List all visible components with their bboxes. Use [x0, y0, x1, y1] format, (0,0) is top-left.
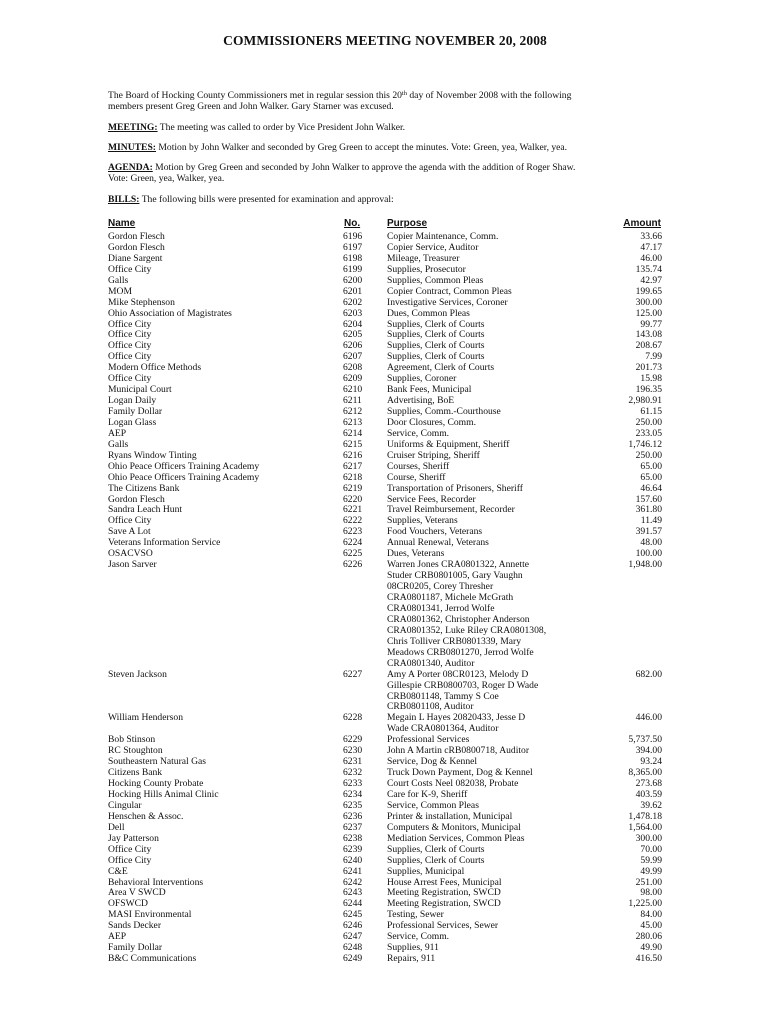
bill-purpose — [387, 867, 577, 878]
bill-number: 6225 — [343, 548, 363, 560]
bill-amount: 8,365.00 — [628, 767, 662, 779]
bill-number: 6241 — [343, 865, 363, 877]
bill-name: Office City — [108, 843, 152, 855]
bill-name: Southeastern Natural Gas — [108, 756, 207, 768]
bill-name: Family Dollar — [108, 406, 163, 417]
minutes-label: MINUTES: — [108, 142, 156, 153]
bill-purpose-line: Meeting Registration, SWCD — [387, 898, 501, 910]
bill-purpose-line: Service Fees, Recorder — [387, 493, 476, 505]
bill-name: Office City — [108, 515, 152, 527]
minutes-paragraph — [108, 142, 668, 153]
bill-purpose-line: Warren Jones CRA0801322, Annette — [387, 559, 530, 571]
bill-amount: 135.74 — [635, 263, 662, 275]
bill-purpose-line: Amy A Porter 08CR0123, Melody D — [387, 668, 529, 680]
bill-row — [108, 954, 668, 965]
bill-number: 6228 — [343, 712, 363, 724]
bill-number: 6208 — [343, 362, 363, 374]
bill-name: Logan Glass — [108, 416, 157, 428]
bill-purpose — [387, 287, 577, 298]
bill-name: Logan Daily — [108, 395, 157, 407]
bill-purpose-line: CRA0801341, Jerrod Wolfe — [387, 602, 495, 614]
page-title: COMMISSIONERS MEETING NOVEMBER 20, 2008 — [223, 33, 547, 48]
bill-row — [108, 670, 668, 714]
bill-purpose-line: Meeting Registration, SWCD — [387, 887, 501, 899]
bill-purpose — [387, 954, 577, 965]
bill-number: 6216 — [343, 449, 363, 461]
bill-amount: 233.05 — [635, 427, 662, 439]
bill-name: Save A Lot — [108, 526, 151, 538]
bill-number: 6243 — [343, 887, 363, 899]
bill-number: 6245 — [343, 909, 363, 921]
bill-amount: 99.77 — [640, 318, 662, 330]
bill-purpose-line: CRA0801340, Auditor — [387, 657, 475, 669]
bill-amount: 391.57 — [635, 526, 662, 538]
bill-purpose-line: Copier Maintenance, Comm. — [387, 231, 499, 242]
bill-name: Hocking Hills Animal Clinic — [108, 789, 219, 800]
bill-purpose — [387, 560, 577, 669]
bill-purpose — [387, 713, 577, 735]
bill-row — [108, 309, 668, 320]
bill-amount: 273.68 — [635, 778, 662, 790]
bill-row — [108, 287, 668, 298]
bill-purpose-line: Supplies, Clerk of Courts — [387, 854, 485, 866]
bill-name: AEP — [108, 427, 127, 439]
bill-number: 6210 — [343, 384, 363, 396]
bill-purpose — [387, 856, 577, 867]
bill-row — [108, 845, 668, 856]
bill-purpose-line: Supplies, Prosecutor — [387, 263, 466, 275]
bill-amount: 201.73 — [635, 362, 662, 374]
bill-purpose-line: Service, Common Pleas — [387, 799, 479, 811]
bill-purpose-line: Professional Services, Sewer — [387, 920, 499, 932]
bill-amount: 45.00 — [640, 920, 662, 932]
bill-name: Veterans Information Service — [108, 537, 221, 549]
bill-purpose-line: Truck Down Payment, Dog & Kennel — [387, 767, 533, 779]
bill-number: 6206 — [343, 340, 363, 352]
bill-amount: 157.60 — [635, 493, 662, 505]
bill-purpose-line: Supplies, Veterans — [387, 515, 458, 527]
bill-purpose — [387, 473, 577, 484]
bill-amount: 98.00 — [640, 887, 662, 899]
bill-amount: 199.65 — [635, 285, 662, 297]
bill-number: 6198 — [343, 252, 363, 264]
bill-name: B&C Communications — [108, 953, 197, 965]
bill-name: Steven Jackson — [108, 668, 167, 680]
bill-name: Cingular — [108, 799, 142, 811]
bill-number: 6221 — [343, 504, 363, 516]
bill-name: Municipal Court — [108, 384, 172, 396]
bill-purpose-line: CRB0801148, Tammy S Coe — [387, 690, 499, 702]
agenda-paragraph — [108, 162, 668, 184]
bill-name: Henschen & Assoc. — [108, 810, 184, 822]
bill-number: 6242 — [343, 876, 363, 888]
bills-paragraph — [108, 194, 668, 205]
bill-amount: 196.35 — [635, 384, 662, 396]
bill-purpose-line: Professional Services — [387, 734, 470, 746]
bill-row — [108, 867, 668, 878]
bill-number: 6235 — [343, 799, 363, 811]
bill-number: 6244 — [343, 898, 363, 910]
bill-number: 6197 — [343, 241, 363, 253]
bill-purpose-line: Computers & Monitors, Municipal — [387, 821, 521, 833]
bill-amount: 251.00 — [635, 876, 662, 888]
bill-amount: 1,564.00 — [628, 821, 662, 833]
bill-amount: 7.99 — [645, 351, 662, 363]
bill-purpose-line: Supplies, Clerk of Courts — [387, 340, 485, 352]
bill-number: 6212 — [343, 406, 363, 417]
bill-amount: 300.00 — [635, 296, 662, 308]
bill-purpose-line: Chris Tolliver CRB0801339, Mary — [387, 635, 521, 647]
bill-purpose-line: CRA0801352, Luke Riley CRA0801308, — [387, 624, 547, 636]
bill-purpose-line: Wade CRA0801364, Auditor — [387, 723, 499, 735]
bill-number: 6249 — [343, 953, 363, 965]
bill-amount: 49.99 — [640, 865, 662, 877]
bill-name: Jay Patterson — [108, 832, 159, 844]
bill-purpose-line: Course, Sheriff — [387, 471, 446, 483]
bill-name: Galls — [108, 274, 129, 286]
bill-name: William Henderson — [108, 712, 184, 724]
bill-number: 6217 — [343, 460, 363, 472]
bill-purpose-line: Dues, Veterans — [387, 548, 445, 560]
intro-paragraph — [108, 90, 668, 112]
bill-number: 6248 — [343, 942, 363, 954]
bill-name: OFSWCD — [108, 898, 148, 910]
bill-row — [108, 473, 668, 484]
bill-number: 6236 — [343, 810, 363, 822]
bill-number: 6204 — [343, 318, 363, 330]
bill-purpose-line: Megain L Hayes 20820433, Jesse D — [387, 712, 526, 724]
column-header-amount: Amount — [623, 218, 661, 229]
bill-amount: 280.06 — [635, 931, 662, 943]
bill-number: 6196 — [343, 231, 363, 242]
bill-row — [108, 462, 668, 473]
bill-amount: 15.98 — [640, 373, 662, 385]
bill-purpose-line: Supplies, Municipal — [387, 865, 465, 877]
intro-text-rest: day of November 2008 with the following — [406, 90, 572, 101]
bill-purpose-line: Studer CRB0801005, Gary Vaughn — [387, 570, 523, 582]
bill-number: 6203 — [343, 307, 363, 319]
bill-row — [108, 560, 668, 670]
bill-name: Hocking County Probate — [108, 778, 204, 790]
bill-purpose — [387, 670, 577, 714]
bill-amount: 70.00 — [640, 843, 662, 855]
bill-purpose-line: Annual Renewal, Veterans — [387, 537, 489, 549]
bill-amount: 39.62 — [640, 799, 662, 811]
bill-amount: 100.00 — [635, 548, 662, 560]
bill-name: Ohio Peace Officers Training Academy — [108, 471, 260, 483]
bill-row — [108, 298, 668, 309]
bill-name: MASI Environmental — [108, 909, 192, 921]
bill-purpose-line: Investigative Services, Coroner — [387, 296, 508, 308]
bill-name: Citizens Bank — [108, 767, 163, 779]
bill-number: 6226 — [343, 559, 363, 571]
bill-purpose-line: Transportation of Prisoners, Sheriff — [387, 482, 523, 494]
bill-amount: 403.59 — [635, 789, 662, 800]
bill-row — [108, 856, 668, 867]
bill-purpose-line: Care for K-9, Sheriff — [387, 789, 468, 800]
bills-intro-text: The following bills were presented for examination and approval: — [139, 194, 394, 205]
bill-name: Area V SWCD — [108, 887, 166, 899]
bill-purpose-line: Courses, Sheriff — [387, 460, 450, 472]
bill-purpose-line: Supplies, Common Pleas — [387, 274, 484, 286]
bill-purpose-line: Copier Service, Auditor — [387, 241, 479, 253]
bill-amount: 84.00 — [640, 909, 662, 921]
bill-amount: 46.00 — [640, 252, 662, 264]
minutes-text: Motion by John Walker and seconded by Greg Green to accept the minutes. Vote: Green, yea, Walker, yea. — [155, 142, 568, 153]
bill-amount: 46.64 — [640, 482, 662, 494]
bill-amount: 1,948.00 — [628, 559, 662, 571]
bill-name: Office City — [108, 854, 152, 866]
bill-purpose-line: Supplies, Clerk of Courts — [387, 329, 485, 341]
bill-name: Sands Decker — [108, 920, 162, 932]
bill-purpose-line: Advertising, BoE — [387, 395, 455, 407]
bill-amount: 65.00 — [640, 460, 662, 472]
bill-name: The Citizens Bank — [108, 482, 180, 494]
bill-number: 6213 — [343, 416, 363, 428]
bill-amount: 143.08 — [635, 329, 662, 341]
bills-table — [108, 232, 668, 965]
bill-name: Office City — [108, 340, 152, 352]
bill-number: 6223 — [343, 526, 363, 538]
bill-amount: 208.67 — [635, 340, 662, 352]
bill-purpose-line: Door Closures, Comm. — [387, 416, 477, 428]
bill-amount: 125.00 — [635, 307, 662, 319]
bill-purpose-line: Uniforms & Equipment, Sheriff — [387, 438, 510, 450]
bill-number: 6218 — [343, 471, 363, 483]
bill-name: Office City — [108, 329, 152, 341]
bill-purpose — [387, 484, 577, 495]
bill-amount: 65.00 — [640, 471, 662, 483]
bill-purpose-line: Copier Contract, Common Pleas — [387, 285, 512, 297]
bill-purpose-line: Service, Comm. — [387, 931, 450, 943]
bill-amount: 5,737.50 — [628, 734, 662, 746]
bill-number: 6233 — [343, 778, 363, 790]
bill-name: Ohio Association of Magistrates — [108, 307, 232, 319]
bill-amount: 59.99 — [640, 854, 662, 866]
bill-number: 6232 — [343, 767, 363, 779]
bill-purpose-line: House Arrest Fees, Municipal — [387, 876, 502, 888]
bill-name: Diane Sargent — [108, 252, 163, 264]
bill-number: 6237 — [343, 821, 363, 833]
bill-purpose-line: Agreement, Clerk of Courts — [387, 362, 495, 374]
bill-name: Ryans Window Tinting — [108, 449, 197, 461]
bill-purpose-line: Supplies, 911 — [387, 942, 439, 954]
bill-purpose-line: CRA0801362, Christopher Anderson — [387, 613, 530, 625]
bill-number: 6200 — [343, 274, 363, 286]
bill-amount: 446.00 — [635, 712, 662, 724]
bill-amount: 61.15 — [640, 406, 662, 417]
bill-name: Modern Office Methods — [108, 362, 202, 374]
bill-amount: 48.00 — [640, 537, 662, 549]
bill-amount: 416.50 — [635, 953, 662, 965]
bill-purpose-line: Repairs, 911 — [387, 953, 436, 965]
bill-purpose-line: Supplies, Comm.-Courthouse — [387, 406, 501, 417]
bill-name: MOM — [108, 285, 132, 297]
bill-amount: 49.90 — [640, 942, 662, 954]
bill-name: Jason Sarver — [108, 559, 157, 571]
bill-name: C&E — [108, 865, 128, 877]
bill-number: 6220 — [343, 493, 363, 505]
bill-number: 6239 — [343, 843, 363, 855]
bill-number: 6240 — [343, 854, 363, 866]
bill-purpose-line: John A Martin cRB0800718, Auditor — [387, 745, 530, 757]
intro-superscript: th — [401, 90, 407, 97]
bill-number: 6201 — [343, 285, 363, 297]
bill-purpose-line: Service, Comm. — [387, 427, 450, 439]
bill-name: Family Dollar — [108, 942, 163, 954]
bill-name: RC Stoughton — [108, 745, 163, 757]
bill-name: Office City — [108, 318, 152, 330]
bill-purpose-line: Bank Fees, Municipal — [387, 384, 472, 396]
bill-amount: 33.66 — [640, 231, 662, 242]
bill-name: Bob Stinson — [108, 734, 156, 746]
bill-purpose-line: CRB0801108, Auditor — [387, 701, 474, 713]
bill-purpose — [387, 845, 577, 856]
bill-number: 6227 — [343, 668, 363, 680]
bill-purpose-line: Mileage, Treasurer — [387, 252, 460, 264]
bill-amount: 682.00 — [635, 668, 662, 680]
bill-number: 6247 — [343, 931, 363, 943]
bill-name: Sandra Leach Hunt — [108, 504, 183, 516]
bill-purpose — [387, 462, 577, 473]
bill-number: 6246 — [343, 920, 363, 932]
bill-purpose-line: Court Costs Neel 082038, Probate — [387, 778, 519, 790]
bill-purpose-line: Dues, Common Pleas — [387, 307, 470, 319]
bill-purpose-line: Mediation Services, Common Pleas — [387, 832, 525, 844]
bill-amount: 93.24 — [640, 756, 662, 768]
bill-number: 6205 — [343, 329, 363, 341]
bill-amount: 361.80 — [635, 504, 662, 516]
column-header-name: Name — [108, 218, 136, 229]
agenda-text: Motion by Greg Green and seconded by John Walker to approve the agenda with the addition of Roger Shaw. — [152, 162, 576, 173]
bill-amount: 1,478.18 — [628, 810, 662, 822]
bill-name: Office City — [108, 351, 152, 363]
bill-purpose-line: Service, Dog & Kennel — [387, 756, 478, 768]
bill-number: 6224 — [343, 537, 363, 549]
column-header-purpose: Purpose — [387, 218, 428, 229]
bill-name: Galls — [108, 438, 129, 450]
bill-purpose-line: Supplies, Clerk of Courts — [387, 351, 485, 363]
bill-number: 6215 — [343, 438, 363, 450]
bill-number: 6219 — [343, 482, 363, 494]
bill-row — [108, 713, 668, 735]
bill-number: 6229 — [343, 734, 363, 746]
bill-amount: 47.17 — [640, 241, 662, 253]
bill-name: Gordon Flesch — [108, 231, 165, 242]
bill-purpose-line: Meadows CRB0801270, Jerrod Wolfe — [387, 646, 534, 658]
bill-number: 6199 — [343, 263, 363, 275]
bill-row — [108, 484, 668, 495]
agenda-text-line-2: Vote: Green, yea, Walker, yea. — [108, 173, 225, 184]
intro-line-2: members present Greg Green and John Walker. Gary Starner was excused. — [108, 101, 394, 112]
bill-amount: 2,980.91 — [628, 395, 662, 407]
bill-purpose — [387, 298, 577, 309]
bill-purpose-line: Supplies, Clerk of Courts — [387, 843, 485, 855]
bill-purpose-line: Printer & installation, Municipal — [387, 810, 513, 822]
intro-text: The Board of Hocking County Commissioners met in regular session this 20 — [108, 90, 402, 101]
meeting-text: The meeting was called to order by Vice President John Walker. — [157, 122, 406, 133]
bill-name: Gordon Flesch — [108, 493, 165, 505]
bill-number: 6202 — [343, 296, 363, 308]
bill-name: Dell — [108, 821, 125, 833]
bill-purpose-line: Testing, Sewer — [387, 909, 444, 921]
bill-number: 6234 — [343, 789, 363, 800]
bill-name: Behavioral Interventions — [108, 876, 204, 888]
bill-number: 6211 — [343, 395, 362, 407]
bill-number: 6207 — [343, 351, 363, 363]
bill-purpose-line: Food Vouchers, Veterans — [387, 526, 483, 538]
bill-number: 6214 — [343, 427, 363, 439]
meeting-paragraph — [108, 122, 668, 133]
bill-number: 6231 — [343, 756, 363, 768]
bill-purpose-line: CRA0801187, Michele McGrath — [387, 591, 514, 603]
bills-label: BILLS: — [108, 194, 140, 205]
bill-amount: 300.00 — [635, 832, 662, 844]
bill-purpose-line: Gillespie CRB0800703, Roger D Wade — [387, 679, 539, 691]
bill-purpose-line: 08CR0205, Corey Thresher — [387, 581, 494, 592]
bill-name: OSACVSO — [108, 548, 153, 560]
bill-number: 6238 — [343, 832, 363, 844]
bill-name: Office City — [108, 373, 152, 385]
bill-number: 6230 — [343, 745, 363, 757]
bill-name: Ohio Peace Officers Training Academy — [108, 460, 260, 472]
bill-purpose-line: Cruiser Striping, Sheriff — [387, 449, 480, 461]
bill-name: AEP — [108, 931, 127, 943]
bill-amount: 250.00 — [635, 449, 662, 461]
bill-amount: 1,225.00 — [628, 898, 662, 910]
agenda-label: AGENDA: — [108, 162, 153, 173]
bill-name: Gordon Flesch — [108, 241, 165, 253]
column-header-no: No. — [344, 218, 361, 229]
bill-number: 6222 — [343, 515, 363, 527]
bill-amount: 11.49 — [640, 515, 662, 527]
bill-purpose — [387, 309, 577, 320]
bill-number: 6209 — [343, 373, 363, 385]
bill-purpose-line: Supplies, Coroner — [387, 373, 457, 385]
bill-amount: 394.00 — [635, 745, 662, 757]
meeting-label: MEETING: — [108, 122, 158, 133]
bill-amount: 250.00 — [635, 416, 662, 428]
bill-amount: 1,746.12 — [628, 438, 662, 450]
bill-purpose-line: Supplies, Clerk of Courts — [387, 318, 485, 330]
bill-purpose-line: Travel Reimbursement, Recorder — [387, 504, 515, 516]
bill-name: Mike Stephenson — [108, 296, 175, 308]
bill-name: Office City — [108, 263, 152, 275]
bill-amount: 42.97 — [640, 274, 662, 286]
